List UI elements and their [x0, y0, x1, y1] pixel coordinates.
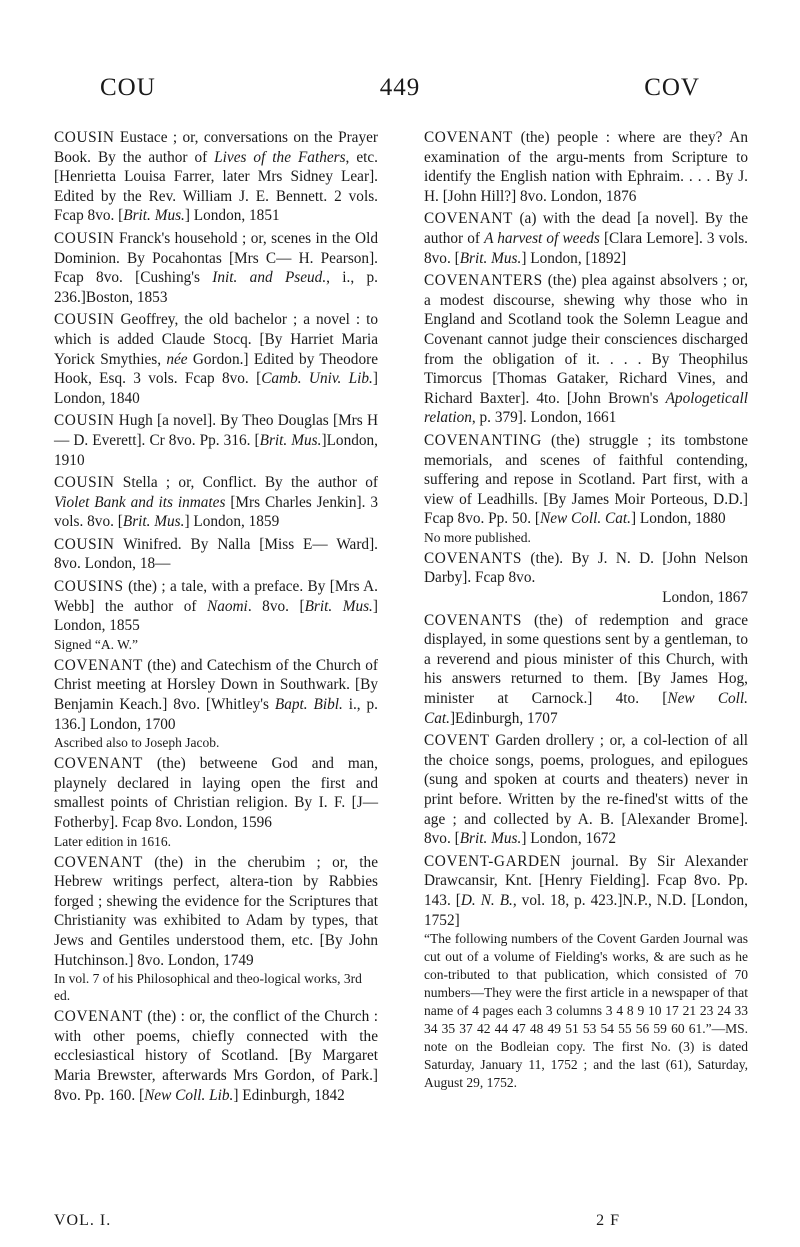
entry-note: Ascribed also to Joseph Jacob. — [54, 735, 220, 751]
entry-italic-title: Violet Bank and its inmates — [54, 493, 226, 511]
entry-imprint: N.P., N.D. [London, 1752] — [424, 891, 748, 929]
entry-text: Stella ; or, Conflict. By the author of — [114, 474, 378, 492]
bibliography-entry — [54, 473, 378, 532]
entry-headword: COVENANT — [54, 755, 143, 773]
entry-note: Later edition in 1616. — [54, 833, 171, 849]
left-column — [54, 128, 378, 1108]
entry-italic-reference: Brit. Mus. — [459, 249, 522, 267]
entry-italic-title: New Coll. Cat. — [424, 690, 748, 727]
entry-italic-reference: Brit. Mus. — [304, 597, 373, 615]
entry-text: ] — [449, 709, 456, 727]
entry-italic-title: D. N. B. — [460, 891, 513, 909]
signature-mark: 2 F — [596, 1212, 620, 1229]
bibliography-entry — [424, 271, 748, 428]
entry-headword: COVENANTS — [424, 611, 523, 629]
running-head-right: COV — [644, 74, 700, 101]
entry-italic-title: Lives of the Fathers — [214, 148, 346, 166]
entry-text: journal. By Sir Alexander Drawcansir, Knt. [Henry Fielding]. Fcap 8vo. Pp. 143. [ — [424, 852, 748, 909]
entry-text: (the) and Catechism of the Church of Christ meeting at Horsley Down in Southwark. [By Benjamin Keach.] 8vo. [Whitley's — [54, 656, 378, 714]
entry-text: (a) with the dead [a novel]. By the author of — [424, 210, 748, 247]
entry-note: No more published. — [424, 529, 531, 545]
entry-note: In vol. 7 of his Philosophical and theo-logical works, 3rd ed. — [54, 971, 362, 1004]
entry-italic-reference: Brit. Mus. — [122, 513, 185, 531]
entry-headword: COVENANTS — [424, 549, 523, 567]
page-number: 449 — [379, 74, 421, 101]
entry-text: Garden drollery ; or, a col-lection of all the choice songs, poems, prologues, and epilogues (sung and spoken at courts and theaters) never in print before. Written by the re-fined'st witts of the age ; and collected by A. B. [Alexander Brome]. 8vo. [ — [424, 732, 748, 848]
right-column — [424, 128, 748, 1095]
entry-text: , i., p. 236.] — [54, 269, 378, 306]
entry-headword: COUSIN — [54, 412, 115, 430]
bibliography-entry — [424, 128, 748, 206]
entry-imprint: ] London, 1851 — [184, 207, 280, 225]
bibliography-entry — [54, 411, 378, 470]
entry-text: [Clara Lemore]. 3 vols. 8vo. [ — [424, 229, 748, 267]
entry-text: , p. 379]. London, 1661 — [471, 409, 617, 427]
entry-text: Franck's household ; or, scenes in the Old Dominion. By Pocahontas [Mrs C— H. Pearson]. Fcap 8vo. [Cushing's — [54, 229, 378, 287]
bibliography-entry — [54, 577, 378, 653]
entry-text: (the) in the cherubim ; or, the Hebrew writings perfect, altera-tion by Rabbies forged ; shewing the evidence for the Scriptures that Christianity was exhibited to Adam by types, that Jews and Gentiles understood them, etc. [By John Hutchinson.] 8vo. London, 1749 — [54, 853, 378, 969]
entry-headword: COVENANTERS — [424, 272, 543, 290]
entry-headword: COVENT — [424, 732, 490, 750]
entry-text: (the) struggle ; its tombstone memorials, and scenes of faithful contending, suffering and repose in Scotland. Part first, with a view of Leadhills. [By James Moir Porteous, D.D.] Fcap 8vo. Pp. 50. [ — [424, 431, 748, 528]
entry-text: Geoffrey, the old bachelor ; a novel : to which is added Claude Stocq. [By Harriet Maria Yorick Smythies, — [54, 311, 378, 368]
entry-text: (the) : or, the conflict of the Church : with other poems, chiefly connected with the ecclesiastical history of Scotland. [By Margaret Maria Brewster, afterwards Mrs Gordon, of Park.] 8vo. Pp. 160. [ — [54, 1008, 378, 1104]
entry-headword: COVENANT — [424, 210, 513, 228]
entry-italic-title: New Coll. Cat. — [540, 510, 631, 528]
entry-text: i., p. 136.] London, 1700 — [54, 696, 378, 733]
entry-text: (the) betweene God and man, playnely declared in laying open the first and smallest points of Christian religion. By I. F. [J— Fotherby]. Fcap 8vo. London, 1596 — [54, 755, 378, 831]
entry-text: , etc. [Henrietta Louisa Farrer, later Mrs Sidney Lear]. Edited by the Rev. William J. E. Bennett. 2 vols. Fcap 8vo. [ — [54, 148, 378, 225]
entry-italic-title: New Coll. Lib. — [144, 1086, 234, 1104]
bibliography-entry — [424, 611, 748, 729]
entry-italic-title: Brit. Mus. — [459, 830, 522, 848]
entry-imprint: ] London, 1855 — [54, 597, 378, 635]
running-head — [100, 74, 700, 102]
bibliography-entry — [54, 656, 378, 751]
entry-italic-title: Init. and Pseud. — [212, 269, 327, 287]
entry-text: Eustace ; or, conversations on the Prayer Book. By the author of — [54, 129, 378, 166]
entry-text: Hugh [a novel]. By Theo Douglas [Mrs H— D. Everett]. Cr 8vo. Pp. 316. [ — [54, 412, 378, 449]
bibliography-entry — [54, 535, 378, 574]
entry-headword: COUSIN — [54, 229, 115, 247]
entry-text: (the). By J. N. D. [John Nelson Darby]. Fcap 8vo. — [424, 549, 748, 587]
bibliography-entry — [424, 549, 748, 608]
entry-imprint: Boston, 1853 — [85, 288, 168, 306]
entry-italic-reference: Camb. Univ. Lib. — [261, 370, 373, 388]
page-footer — [54, 1212, 700, 1230]
entry-text: (the) plea against absolvers ; or, a modest discourse, shewing why those who in England and Scotland took the Solemn League and Covenant cannot judge their consciences discharged from the obligation of it. . . . By Theophilus Timorcus [Thomas Gataker, Richard Vines, and Richard Baxter]. 4to. [John Brown's — [424, 272, 748, 407]
entry-imprint: London, 1910 — [54, 431, 378, 469]
bibliography-entry — [54, 754, 378, 849]
entry-text: , vol. 18, p. 423.] — [512, 891, 623, 909]
entry-italic-title: Apologeticall relation — [424, 389, 748, 427]
bibliography-entry — [54, 229, 378, 307]
entry-italic-title: Bapt. Bibl. — [274, 696, 343, 714]
entry-text: ] London, 1880 — [630, 510, 726, 528]
entry-italic-title: Brit. Mus. — [259, 431, 322, 449]
entry-italic-title: Naomi — [207, 597, 248, 615]
entry-text: Gordon.] Edited by Theodore Hook, Esq. 3 vols. Fcap 8vo. [ — [54, 350, 378, 388]
entry-note: Signed “A. W.” — [54, 636, 138, 652]
bibliography-entry — [424, 852, 748, 1092]
entry-headword: COVENT-GARDEN — [424, 852, 562, 870]
entry-text: . 8vo. [ — [247, 597, 305, 615]
volume-label: VOL. I. — [54, 1212, 112, 1229]
entry-text: (the) ; a tale, with a preface. By [Mrs A. Webb] the author of — [54, 578, 378, 615]
entry-imprint: London, 1867 — [662, 589, 748, 607]
bibliography-entry — [424, 209, 748, 268]
entry-headword: COVENANTING — [424, 431, 542, 449]
entry-italic-reference: Brit. Mus. — [123, 207, 185, 225]
entry-imprint: ] London, 1859 — [184, 513, 280, 531]
entry-headword: COUSIN — [54, 474, 115, 492]
bibliography-entry — [54, 853, 378, 1005]
bibliography-entry — [424, 731, 748, 849]
entry-headword: COVENANT — [54, 656, 143, 674]
entry-headword: COVENANT — [424, 129, 513, 146]
entry-headword: COUSINS — [54, 578, 124, 596]
bibliography-entry — [54, 1007, 378, 1105]
entry-headword: COVENANT — [54, 853, 143, 871]
entry-headword: COUSIN — [54, 535, 115, 553]
bibliography-entry — [54, 128, 378, 226]
entry-headword: COUSIN — [54, 129, 115, 146]
entry-text: ] London, 1672 — [521, 830, 617, 848]
entry-text: Winifred. By Nalla [Miss E— Ward]. 8vo. London, 18— — [54, 535, 378, 573]
entry-headword: COUSIN — [54, 311, 115, 329]
entry-imprint: ] London, 1840 — [54, 370, 378, 407]
entry-imprint: ] London, [1892] — [521, 249, 627, 267]
entry-text: ] — [321, 431, 327, 449]
entry-headword: COVENANT — [54, 1008, 143, 1026]
bibliography-entry — [54, 310, 378, 408]
entry-text: (the) of redemption and grace displayed, in some questions sent by a gentleman, to a reverend and pious minister of this Church, with his answers returned to them. [By James Hog, minister at Carnock.] 4to. [ — [424, 611, 748, 708]
running-head-left: COU — [100, 74, 156, 101]
entry-text: ] Edinburgh, 1842 — [233, 1086, 345, 1104]
entry-italic-title: A harvest of weeds — [484, 229, 600, 247]
entry-text: (the) people : where are they? An examination of the argu-ments from Scripture to identify the English nation with Ephraim. . . . By J. H. [John Hill?] 8vo. London, 1876 — [424, 129, 748, 205]
entry-quote: “The following numbers of the Covent Garden Journal was cut out of a volume of Fielding's works, & are such as he con-tributed to that publication, which consisted of 70 numbers—They were the first article in a newspaper of that name of 4 pages each 3 columns 3 4 8 9 10 17 21 23 24 33 34 35 37 42 44 47 48 49 51 53 54 55 56 59 60 61.”—MS. note on the Bodleian copy. The first No. (3) is dated Saturday, January 11, 1752 ; and the last (61), Saturday, August 29, 1752. — [424, 931, 748, 1091]
entry-italic-title: née — [166, 350, 188, 368]
entry-imprint: Edinburgh, 1707 — [455, 709, 558, 727]
bibliography-entry — [424, 431, 748, 546]
entry-text: [Mrs Charles Jenkin]. 3 vols. 8vo. [ — [54, 493, 378, 531]
